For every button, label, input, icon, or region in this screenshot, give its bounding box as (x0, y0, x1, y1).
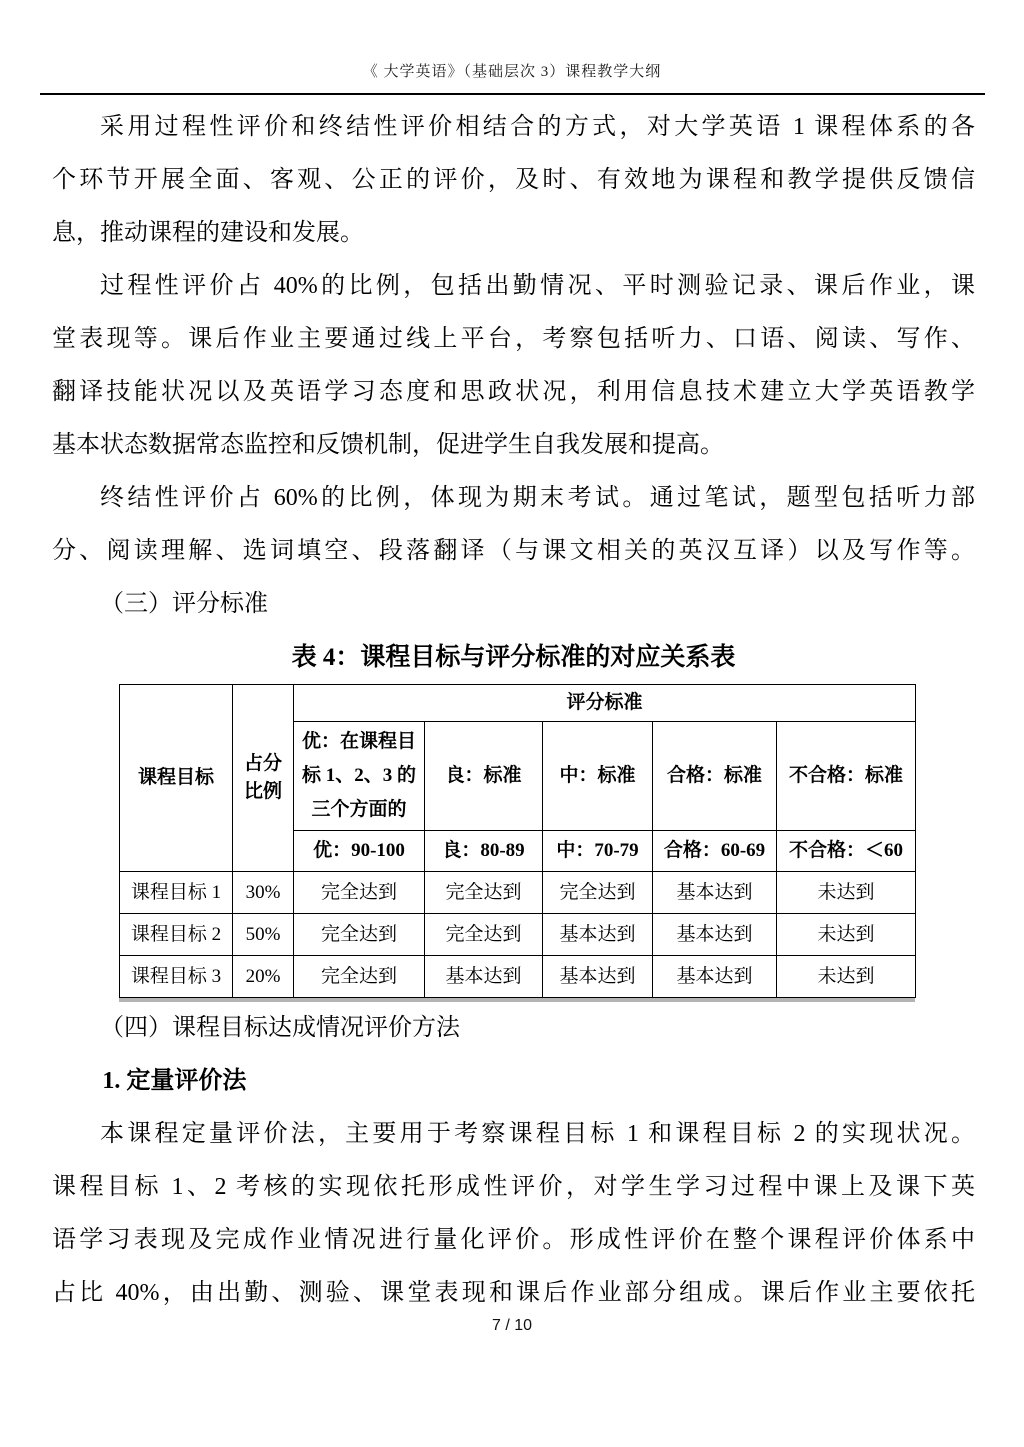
cell-excellent: 完全达到 (294, 914, 425, 956)
header-cell-course-goal: 课程目标 (120, 685, 233, 872)
cell-pass: 基本达到 (653, 956, 777, 998)
paragraph-line: 分、阅读理解、选词填空、段落翻译（与课文相关的英汉互译）以及写作等。 (52, 538, 975, 564)
table4-title: 表 4：课程目标与评分标准的对应关系表 (291, 644, 736, 671)
header-cell-grading-criteria: 评分标准 (294, 685, 916, 722)
paragraph-line: 翻译技能状况以及英语学习态度和思政状况，利用信息技术建立大学英语教学 (52, 379, 975, 405)
range-cell-good: 良：80-89 (425, 831, 543, 872)
paragraph-line: 息，推动课程的建设和发展。 (52, 220, 364, 246)
paragraph-line: 采用过程性评价和终结性评价相结合的方式，对大学英语 1 课程体系的各 (100, 114, 975, 140)
section-heading-3: （三）评分标准 (100, 591, 268, 617)
header-cell-score-ratio: 占分比例 (233, 685, 294, 872)
document-body (52, 101, 975, 1320)
cell-pass: 基本达到 (653, 914, 777, 956)
cell-good: 完全达到 (425, 914, 543, 956)
cell-excellent: 完全达到 (294, 872, 425, 914)
paragraph-line: 堂表现等。课后作业主要通过线上平台，考察包括听力、口语、阅读、写作、 (52, 326, 975, 352)
level-cell-medium: 中：标准 (543, 722, 653, 831)
section-heading-4: （四）课程目标达成情况评价方法 (100, 1015, 460, 1041)
level-cell-good: 良：标准 (425, 722, 543, 831)
cell-medium: 基本达到 (543, 914, 653, 956)
cell-medium: 完全达到 (543, 872, 653, 914)
cell-goal: 课程目标 1 (120, 872, 233, 914)
level-cell-fail: 不合格：标准 (777, 722, 916, 831)
table4-wrapper (119, 684, 915, 1002)
table-row (120, 956, 916, 998)
range-cell-pass: 合格：60-69 (653, 831, 777, 872)
paragraph-line: 基本状态数据常态监控和反馈机制，促进学生自我发展和提高。 (52, 432, 724, 458)
level-cell-excellent: 优：在课程目标 1、2、3 的三个方面的 (294, 722, 425, 831)
range-cell-excellent: 优：90-100 (294, 831, 425, 872)
range-cell-fail: 不合格：＜60 (777, 831, 916, 872)
cell-fail: 未达到 (777, 956, 916, 998)
header-rule (40, 93, 985, 95)
paragraph-line: 课程目标 1、2 考核的实现依托形成性评价，对学生学习过程中课上及课下英 (52, 1174, 975, 1200)
table-row (120, 872, 916, 914)
cell-ratio: 50% (233, 914, 294, 956)
cell-fail: 未达到 (777, 914, 916, 956)
cell-medium: 基本达到 (543, 956, 653, 998)
cell-ratio: 30% (233, 872, 294, 914)
cell-goal: 课程目标 2 (120, 914, 233, 956)
page-header-title: 《 大学英语》（基础层次 3）课程教学大纲 (362, 64, 662, 80)
paragraph-line: 过程性评价占 40%的比例，包括出勤情况、平时测验记录、课后作业，课 (100, 273, 975, 299)
range-cell-medium: 中：70-79 (543, 831, 653, 872)
cell-goal: 课程目标 3 (120, 956, 233, 998)
table-grading-criteria (119, 684, 916, 998)
paragraph-line: 本课程定量评价法，主要用于考察课程目标 1 和课程目标 2 的实现状况。 (100, 1121, 975, 1147)
cell-ratio: 20% (233, 956, 294, 998)
cell-fail: 未达到 (777, 872, 916, 914)
cell-excellent: 完全达到 (294, 956, 425, 998)
table-row (120, 914, 916, 956)
page-number: 7 / 10 (491, 1317, 533, 1334)
cell-good: 完全达到 (425, 872, 543, 914)
paragraph-line: 终结性评价占 60%的比例，体现为期末考试。通过笔试，题型包括听力部 (100, 485, 975, 511)
table-header-row (120, 685, 916, 722)
cell-pass: 基本达到 (653, 872, 777, 914)
paragraph-line: 占比 40%，由出勤、测验、课堂表现和课后作业部分组成。课后作业主要依托 (52, 1280, 975, 1306)
paragraph-line: 语学习表现及完成作业情况进行量化评价。形成性评价在整个课程评价体系中 (52, 1227, 975, 1253)
level-cell-pass: 合格：标准 (653, 722, 777, 831)
subsection-heading-quantitative: 1. 定量评价法 (102, 1068, 247, 1094)
cell-good: 基本达到 (425, 956, 543, 998)
paragraph-line: 个环节开展全面、客观、公正的评价，及时、有效地为课程和教学提供反馈信 (52, 167, 975, 193)
